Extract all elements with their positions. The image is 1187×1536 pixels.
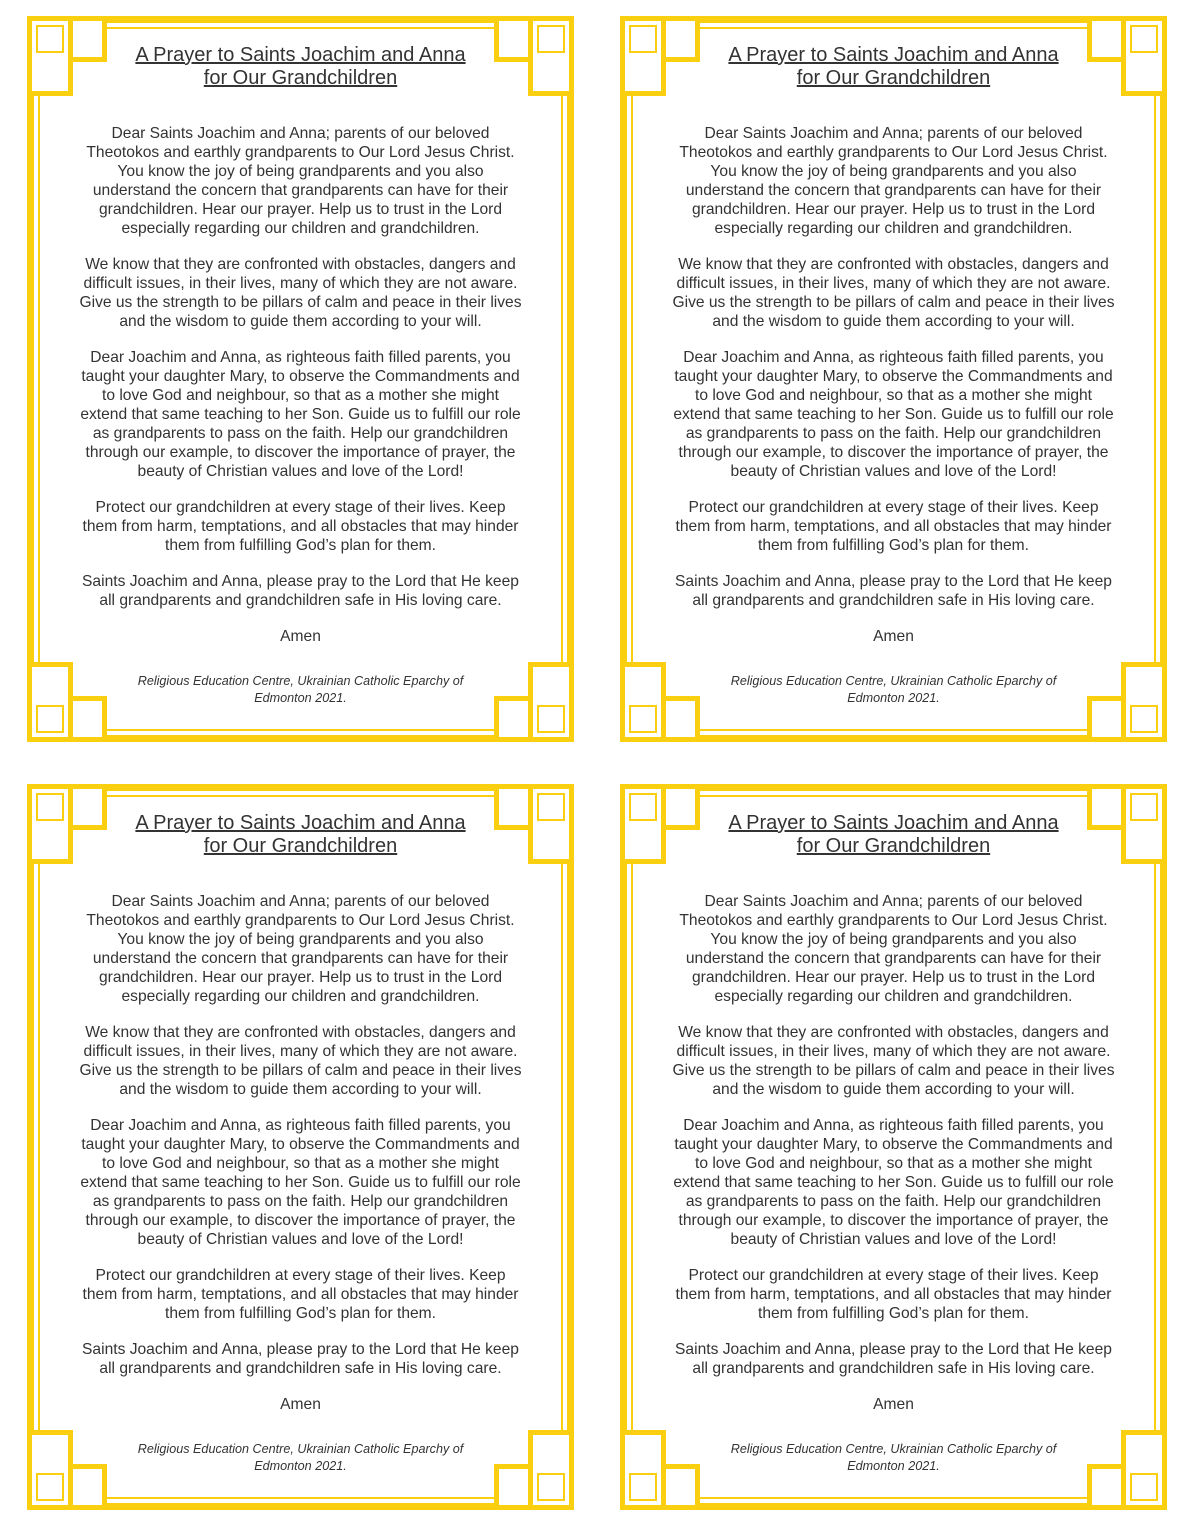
prayer-paragraph: Dear Saints Joachim and Anna; parents of our beloved Theotokos and earthly grandparents to Our Lord Jesus Christ. You know the joy of being grandparents and you also understand the concern that grandparents can have for their grandchildren. Hear our prayer. Help us to trust in the Lord especially regarding our children and grandchildren. — [679, 893, 1108, 1005]
card-footer-credit: Religious Education Centre, Ukrainian Catholic Eparchy of Edmonton 2021. — [137, 1442, 464, 1473]
amen-text: Amen — [873, 628, 914, 645]
prayer-paragraph: Saints Joachim and Anna, please pray to the Lord that He keep all grandparents and grandchildren safe in His loving care. — [82, 573, 519, 609]
prayer-paragraph: Saints Joachim and Anna, please pray to the Lord that He keep all grandparents and grandchildren safe in His loving care. — [675, 1341, 1112, 1377]
prayer-card — [620, 776, 1167, 1510]
prayer-paragraph: Dear Joachim and Anna, as righteous faith filled parents, you taught your daughter Mary, to observe the Commandments and to love God and neighbour, so that as a mother she might extend that same teaching to her Son. Guide us to fulfill our role as grandparents to pass on the faith. Help our grandchildren through our example, to discover the importance of prayer, the beauty of Christian values and love of the Lord! — [80, 1117, 521, 1248]
card-title-line-2: for Our Grandchildren — [796, 835, 991, 857]
prayer-card — [620, 8, 1167, 742]
card-title — [642, 812, 1145, 858]
prayer-paragraph: We know that they are confronted with obstacles, dangers and difficult issues, in their lives, many of which they are not aware. Give us the strength to be pillars of calm and peace in their lives and the wisdom to guide them according to your will. — [79, 1024, 522, 1098]
prayer-paragraph: Dear Saints Joachim and Anna; parents of our beloved Theotokos and earthly grandparents to Our Lord Jesus Christ. You know the joy of being grandparents and you also understand the concern that grandparents can have for their grandchildren. Hear our prayer. Help us to trust in the Lord especially regarding our children and grandchildren. — [679, 125, 1108, 237]
card-footer-credit: Religious Education Centre, Ukrainian Catholic Eparchy of Edmonton 2021. — [137, 674, 464, 705]
card-title-line-1: A Prayer to Saints Joachim and Anna — [135, 44, 466, 66]
prayer-paragraph: Dear Saints Joachim and Anna; parents of our beloved Theotokos and earthly grandparents to Our Lord Jesus Christ. You know the joy of being grandparents and you also understand the concern that grandparents can have for their grandchildren. Hear our prayer. Help us to trust in the Lord especially regarding our children and grandchildren. — [86, 893, 515, 1005]
amen-text: Amen — [280, 628, 321, 645]
card-title — [642, 44, 1145, 90]
prayer-card — [27, 776, 574, 1510]
card-content — [642, 812, 1145, 1490]
prayer-paragraph: Protect our grandchildren at every stage of their lives. Keep them from harm, temptations, and all obstacles that may hinder them from fulfilling God’s plan for them. — [82, 499, 519, 554]
card-content — [49, 812, 552, 1490]
prayer-paragraph: Saints Joachim and Anna, please pray to the Lord that He keep all grandparents and grandchildren safe in His loving care. — [675, 573, 1112, 609]
card-content — [642, 44, 1145, 722]
prayer-paragraph: Dear Saints Joachim and Anna; parents of our beloved Theotokos and earthly grandparents to Our Lord Jesus Christ. You know the joy of being grandparents and you also understand the concern that grandparents can have for their grandchildren. Hear our prayer. Help us to trust in the Lord especially regarding our children and grandchildren. — [86, 125, 515, 237]
card-title-line-1: A Prayer to Saints Joachim and Anna — [728, 812, 1059, 834]
prayer-card — [27, 8, 574, 742]
prayer-paragraph: Dear Joachim and Anna, as righteous faith filled parents, you taught your daughter Mary, to observe the Commandments and to love God and neighbour, so that as a mother she might extend that same teaching to her Son. Guide us to fulfill our role as grandparents to pass on the faith. Help our grandchildren through our example, to discover the importance of prayer, the beauty of Christian values and love of the Lord! — [80, 349, 521, 480]
prayer-paragraph: Protect our grandchildren at every stage of their lives. Keep them from harm, temptations, and all obstacles that may hinder them from fulfilling God’s plan for them. — [82, 1267, 519, 1322]
amen-text: Amen — [873, 1396, 914, 1413]
amen-text: Amen — [280, 1396, 321, 1413]
prayer-paragraph: We know that they are confronted with obstacles, dangers and difficult issues, in their lives, many of which they are not aware. Give us the strength to be pillars of calm and peace in their lives and the wisdom to guide them according to your will. — [672, 1024, 1115, 1098]
card-title — [49, 44, 552, 90]
card-title-line-1: A Prayer to Saints Joachim and Anna — [728, 44, 1059, 66]
prayer-paragraph: Dear Joachim and Anna, as righteous faith filled parents, you taught your daughter Mary, to observe the Commandments and to love God and neighbour, so that as a mother she might extend that same teaching to her Son. Guide us to fulfill our role as grandparents to pass on the faith. Help our grandchildren through our example, to discover the importance of prayer, the beauty of Christian values and love of the Lord! — [673, 349, 1114, 480]
prayer-paragraph: Protect our grandchildren at every stage of their lives. Keep them from harm, temptations, and all obstacles that may hinder them from fulfilling God’s plan for them. — [675, 499, 1112, 554]
prayer-paragraph: Saints Joachim and Anna, please pray to the Lord that He keep all grandparents and grandchildren safe in His loving care. — [82, 1341, 519, 1377]
card-title-line-2: for Our Grandchildren — [203, 835, 398, 857]
card-content — [49, 44, 552, 722]
card-title-line-2: for Our Grandchildren — [203, 67, 398, 89]
card-footer-credit: Religious Education Centre, Ukrainian Catholic Eparchy of Edmonton 2021. — [730, 1442, 1057, 1473]
card-footer-credit: Religious Education Centre, Ukrainian Catholic Eparchy of Edmonton 2021. — [730, 674, 1057, 705]
card-title-line-2: for Our Grandchildren — [796, 67, 991, 89]
card-title-line-1: A Prayer to Saints Joachim and Anna — [135, 812, 466, 834]
prayer-paragraph: We know that they are confronted with obstacles, dangers and difficult issues, in their lives, many of which they are not aware. Give us the strength to be pillars of calm and peace in their lives and the wisdom to guide them according to your will. — [79, 256, 522, 330]
prayer-paragraph: Dear Joachim and Anna, as righteous faith filled parents, you taught your daughter Mary, to observe the Commandments and to love God and neighbour, so that as a mother she might extend that same teaching to her Son. Guide us to fulfill our role as grandparents to pass on the faith. Help our grandchildren through our example, to discover the importance of prayer, the beauty of Christian values and love of the Lord! — [673, 1117, 1114, 1248]
prayer-paragraph: Protect our grandchildren at every stage of their lives. Keep them from harm, temptations, and all obstacles that may hinder them from fulfilling God’s plan for them. — [675, 1267, 1112, 1322]
prayer-paragraph: We know that they are confronted with obstacles, dangers and difficult issues, in their lives, many of which they are not aware. Give us the strength to be pillars of calm and peace in their lives and the wisdom to guide them according to your will. — [672, 256, 1115, 330]
card-title — [49, 812, 552, 858]
